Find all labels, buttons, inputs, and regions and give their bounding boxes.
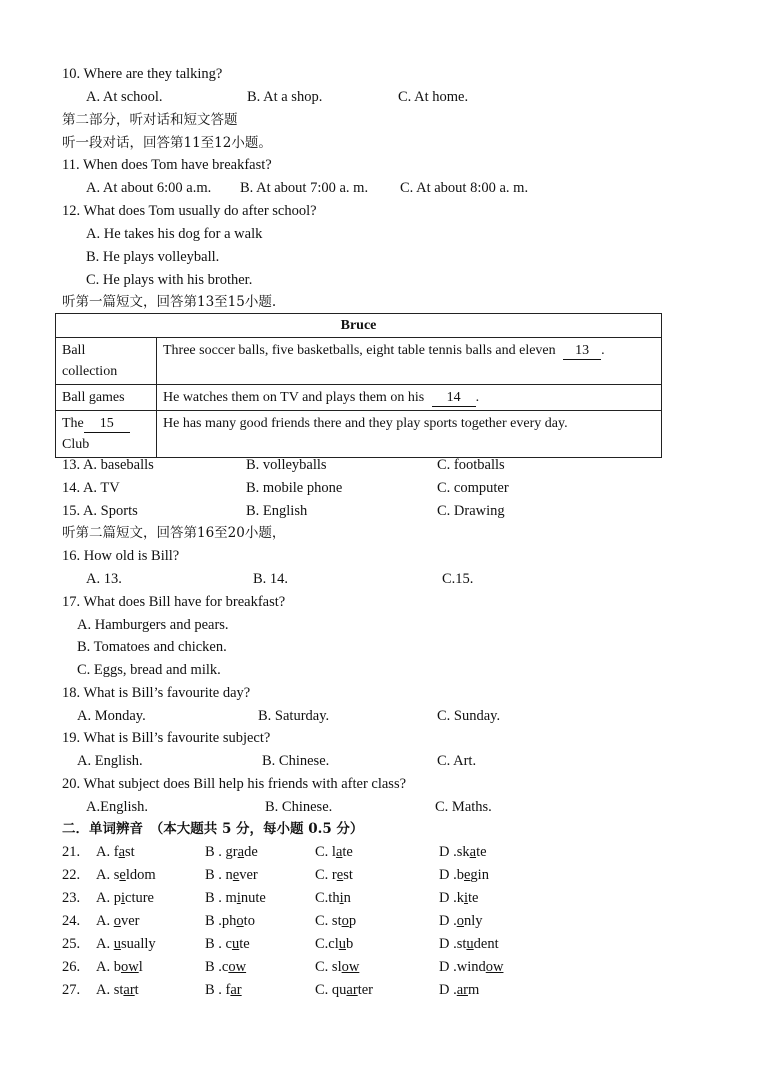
phonics-option-a <box>96 958 143 976</box>
underlined-letters: u <box>113 936 121 952</box>
word-part: A. b <box>96 959 121 975</box>
row-text: He has many good friends there and they play sports together every day. <box>157 411 662 458</box>
underlined-letters: ar <box>456 982 468 998</box>
phonics-option-b <box>205 843 258 861</box>
part2-title: 第二部分，听对话和短文答题 <box>62 112 238 128</box>
section2-title: 二．单词辨音 （本大题共 5 分，每小题 0.5 分） <box>62 821 364 837</box>
phonics-option-d <box>439 981 479 999</box>
word-part: st <box>125 844 135 860</box>
q14-option-b: B. mobile phone <box>246 480 343 496</box>
underlined-letters: a <box>118 844 125 860</box>
word-part: p <box>348 913 357 929</box>
phonics-option-c <box>315 889 351 907</box>
blank-14: 14 <box>432 390 476 407</box>
dialog-note: 听一段对话，回答第11至12小题。 <box>62 135 272 151</box>
q10-stem: 10. Where are they talking? <box>62 66 223 82</box>
q13-option-a: 13. A. baseballs <box>62 457 154 473</box>
phonics-option-c <box>315 843 353 861</box>
row-label-line2: collection <box>62 364 118 379</box>
q16-stem: 16. How old is Bill? <box>62 548 180 564</box>
q15-option-c: C. Drawing <box>437 503 505 519</box>
word-part: D .sk <box>439 844 470 860</box>
phonics-option-c <box>315 958 359 976</box>
q20-option-c: C. Maths. <box>435 799 492 815</box>
q13-option-c: C. footballs <box>437 457 505 473</box>
q20-option-a: A.English. <box>86 799 149 815</box>
word-part: C. qu <box>315 982 347 998</box>
phonics-option-d <box>439 958 503 976</box>
word-part: C. l <box>315 844 336 860</box>
phonics-option-c <box>315 981 373 999</box>
word-part: st <box>343 867 353 883</box>
q17-option-a: A. Hamburgers and pears. <box>77 617 229 633</box>
underlined-letters: ow <box>120 959 139 975</box>
phonics-number: 27. <box>62 982 81 998</box>
word-part: n <box>343 890 351 906</box>
word-part: nute <box>240 890 266 906</box>
word-part: t <box>134 982 139 998</box>
phonics-number: 25. <box>62 936 81 952</box>
row-text-end: . <box>601 343 605 358</box>
word-part: te <box>342 844 353 860</box>
passage2-note: 听第二篇短文，回答第16至20小题， <box>62 525 286 541</box>
underlined-letters: ar <box>346 982 358 998</box>
word-part: A. s <box>96 867 120 883</box>
word-part: te <box>476 844 487 860</box>
phonics-option-b <box>205 935 250 953</box>
word-part: C.th <box>315 890 340 906</box>
word-part: A. st <box>96 982 124 998</box>
phonics-option-b <box>205 889 266 907</box>
row-text-content: Three soccer balls, five basketballs, eight table tennis balls and eleven <box>163 343 556 358</box>
q19-option-a: A. English. <box>77 753 143 769</box>
q18-option-b: B. Saturday. <box>258 708 330 724</box>
q11-option-a: A. At about 6:00 a.m. <box>86 180 212 196</box>
phonics-option-d <box>439 935 499 953</box>
underlined-letters: a <box>335 844 343 860</box>
q20-stem: 20. What subject does Bill help his friends with after class? <box>62 776 407 792</box>
q15-option-a: 15. A. Sports <box>62 503 138 519</box>
phonics-option-d <box>439 843 487 861</box>
word-part: m <box>468 982 480 998</box>
underlined-letters: e <box>232 867 240 883</box>
underlined-letters: e <box>336 867 344 883</box>
word-part: ldom <box>125 867 156 883</box>
word-part: B . n <box>205 867 233 883</box>
word-part: C. r <box>315 867 337 883</box>
word-part: B .c <box>205 959 229 975</box>
q16-option-a: A. 13. <box>86 571 122 587</box>
word-part: nly <box>463 913 483 929</box>
underlined-letters: u <box>231 936 240 952</box>
phonics-option-a <box>96 981 139 999</box>
q16-option-b: B. 14. <box>253 571 289 587</box>
word-part: to <box>243 913 255 929</box>
word-part: te <box>468 890 479 906</box>
row-text <box>157 385 662 411</box>
q20-option-b: B. Chinese. <box>265 799 333 815</box>
word-part: B . c <box>205 936 232 952</box>
word-part: B . f <box>205 982 231 998</box>
word-part: b <box>346 936 354 952</box>
q16-option-c: C.15. <box>442 571 474 587</box>
phonics-number: 22. <box>62 867 81 883</box>
underlined-letters: ow <box>341 959 360 975</box>
table-row <box>56 411 662 458</box>
row-text-content: He watches them on TV and plays them on his <box>163 390 425 405</box>
underlined-letters: ar <box>230 982 242 998</box>
word-part: D .st <box>439 936 467 952</box>
word-part: A. <box>96 936 114 952</box>
phonics-option-d <box>439 912 483 930</box>
phonics-number: 21. <box>62 844 81 860</box>
row-label <box>56 411 157 458</box>
q10-option-a: A. At school. <box>86 89 163 105</box>
phonics-option-b <box>205 866 258 884</box>
underlined-letters: i <box>463 890 469 906</box>
word-part: B .ph <box>205 913 237 929</box>
row-label-line1: Ball <box>62 343 86 358</box>
word-part: B . gr <box>205 844 238 860</box>
phonics-option-b <box>205 981 242 999</box>
underlined-letters: u <box>466 936 474 952</box>
word-part: sually <box>120 936 156 952</box>
q12-stem: 12. What does Tom usually do after school? <box>62 203 317 219</box>
row-label-line2: Club <box>62 437 90 452</box>
word-part: ter <box>357 982 373 998</box>
underlined-letters: i <box>236 890 241 906</box>
underlined-letters: o <box>341 913 349 929</box>
underlined-letters: e <box>463 867 471 883</box>
q15-option-b: B. English <box>246 503 308 519</box>
phonics-option-a <box>96 935 156 953</box>
phonics-option-a <box>96 889 154 907</box>
q11-stem: 11. When does Tom have breakfast? <box>62 157 272 173</box>
phonics-number: 23. <box>62 890 81 906</box>
word-part: C.cl <box>315 936 339 952</box>
underlined-letters: e <box>119 867 126 883</box>
word-part: D . <box>439 913 457 929</box>
underlined-letters: ar <box>123 982 135 998</box>
q12-option-b: B. He plays volleyball. <box>86 249 220 265</box>
q14-option-c: C. computer <box>437 480 509 496</box>
phonics-option-b <box>205 912 255 930</box>
q18-option-c: C. Sunday. <box>437 708 501 724</box>
underlined-letters: i <box>339 890 344 906</box>
q11-option-c: C. At about 8:00 a. m. <box>400 180 529 196</box>
table-row <box>56 338 662 385</box>
row-text-end: . <box>475 390 480 405</box>
word-part: C. sl <box>315 959 342 975</box>
word-part: B . m <box>205 890 237 906</box>
word-part: te <box>239 936 250 952</box>
q12-option-c: C. He plays with his brother. <box>86 272 253 288</box>
q19-stem: 19. What is Bill’s favourite subject? <box>62 730 271 746</box>
word-part: A. p <box>96 890 121 906</box>
phonics-option-c <box>315 935 353 953</box>
phonics-option-c <box>315 866 353 884</box>
underlined-letters: u <box>338 936 347 952</box>
table-title: Bruce <box>56 314 662 338</box>
underlined-letters: o <box>456 913 464 929</box>
word-part: ver <box>239 867 258 883</box>
phonics-option-a <box>96 866 156 884</box>
phonics-option-a <box>96 912 140 930</box>
passage1-note: 听第一篇短文，回答第13至15小题. <box>62 294 277 310</box>
blank-15: 15 <box>84 416 130 433</box>
q10-option-c: C. At home. <box>398 89 469 105</box>
underlined-letters: ow <box>485 959 504 975</box>
phonics-option-d <box>439 889 478 907</box>
q17-option-b: B. Tomatoes and chicken. <box>77 639 227 655</box>
word-part: C. st <box>315 913 342 929</box>
phonics-option-d <box>439 866 489 884</box>
q19-option-b: B. Chinese. <box>262 753 330 769</box>
q12-option-a: A. He takes his dog for a walk <box>86 226 263 242</box>
phonics-option-a <box>96 843 135 861</box>
row-label-line1: The <box>62 416 84 431</box>
phonics-option-c <box>315 912 356 930</box>
word-part: de <box>244 844 258 860</box>
word-part: cture <box>125 890 154 906</box>
phonics-option-b <box>205 958 246 976</box>
row-label <box>56 338 157 385</box>
q10-option-b: B. At a shop. <box>247 89 323 105</box>
word-part: A. <box>96 913 114 929</box>
underlined-letters: o <box>113 913 121 929</box>
word-part: D .wind <box>439 959 486 975</box>
word-part: dent <box>473 936 499 952</box>
word-part: D .k <box>439 890 464 906</box>
table-row <box>56 385 662 411</box>
row-label: Ball games <box>56 385 157 411</box>
phonics-number: 24. <box>62 913 81 929</box>
word-part: D . <box>439 982 457 998</box>
q17-option-c: C. Eggs, bread and milk. <box>77 662 221 678</box>
bruce-table <box>55 313 662 458</box>
q14-option-a: 14. A. TV <box>62 480 120 496</box>
underlined-letters: o <box>236 913 244 929</box>
underlined-letters: a <box>469 844 477 860</box>
word-part: A. f <box>96 844 119 860</box>
phonics-number: 26. <box>62 959 81 975</box>
q18-stem: 18. What is Bill’s favourite day? <box>62 685 251 701</box>
row-text <box>157 338 662 385</box>
q11-option-b: B. At about 7:00 a. m. <box>240 180 369 196</box>
blank-13: 13 <box>563 343 601 360</box>
underlined-letters: a <box>237 844 245 860</box>
q13-option-b: B. volleyballs <box>246 457 327 473</box>
word-part: gin <box>470 867 489 883</box>
word-part: D .b <box>439 867 464 883</box>
q17-stem: 17. What does Bill have for breakfast? <box>62 594 286 610</box>
word-part: ver <box>120 913 140 929</box>
q19-option-c: C. Art. <box>437 753 477 769</box>
word-part: l <box>138 959 143 975</box>
q18-option-a: A. Monday. <box>77 708 146 724</box>
underlined-letters: i <box>120 890 126 906</box>
underlined-letters: ow <box>228 959 247 975</box>
